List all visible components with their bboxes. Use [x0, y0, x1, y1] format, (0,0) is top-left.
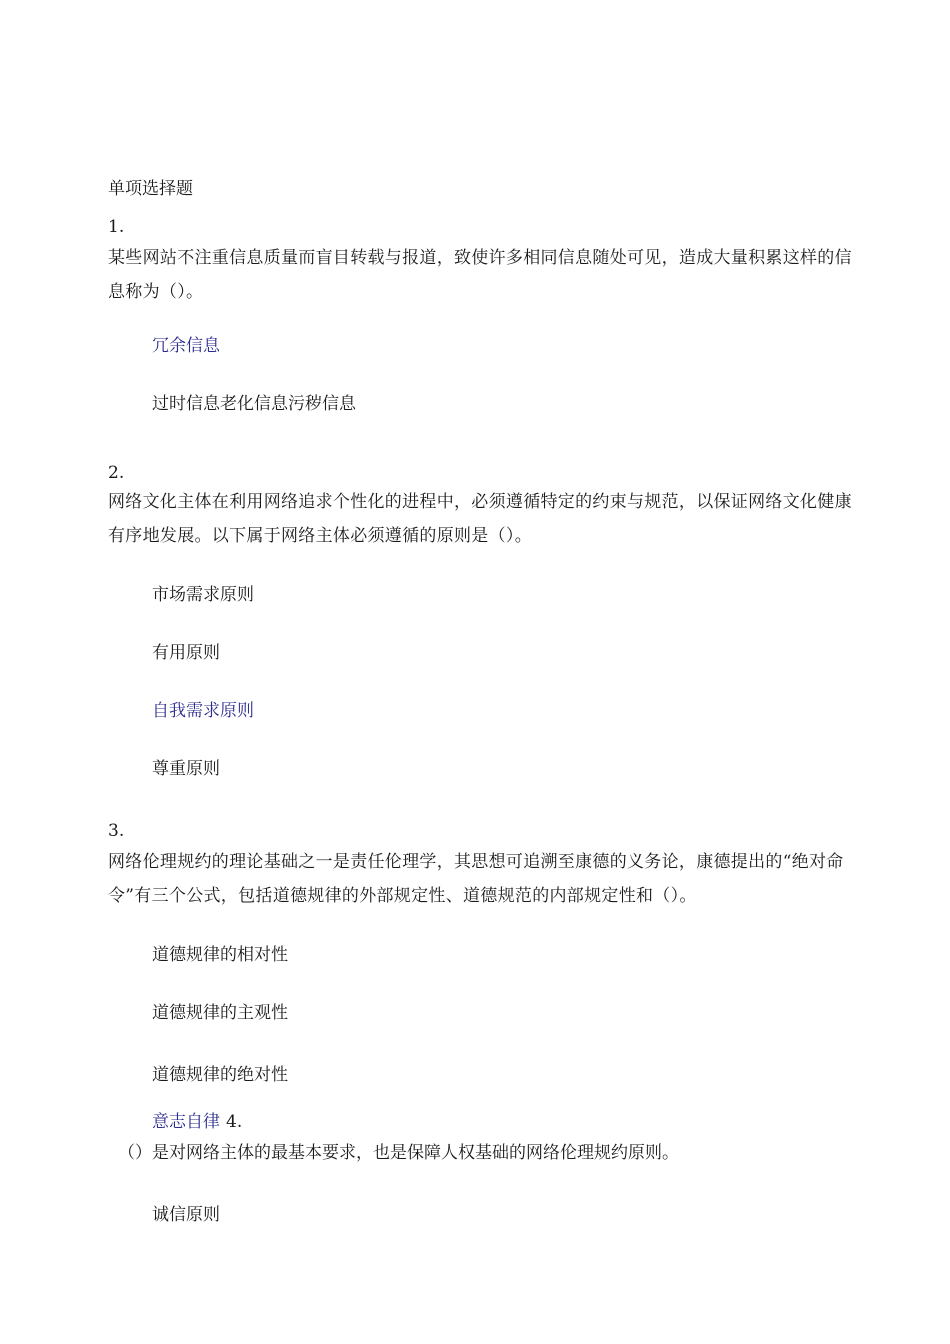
section-title: 单项选择题	[108, 179, 193, 199]
question-number: 3.	[108, 821, 125, 841]
answer-option-selected[interactable]: 冗余信息	[152, 336, 220, 356]
question-stem: 网络伦理规约的理论基础之一是责任伦理学，其思想可追溯至康德的义务论，康德提出的“绝对命令”有三个公式，包括道德规律的外部规定性、道德规范的内部规定性和（）。	[108, 852, 844, 906]
question-stem: 网络文化主体在利用网络追求个性化的进程中，必须遵循特定的约束与规范，以保证网络文化健康有序地发展。以下属于网络主体必须遵循的原则是（）。	[108, 492, 852, 546]
question-number: 2.	[108, 463, 125, 483]
answer-option[interactable]: 过时信息老化信息污秽信息	[152, 394, 356, 414]
answer-option[interactable]: 诚信原则	[152, 1205, 220, 1225]
answer-option-selected[interactable]: 自我需求原则	[152, 701, 254, 721]
answer-option[interactable]: 道德规律的绝对性	[152, 1065, 288, 1085]
answer-option[interactable]: 道德规律的主观性	[152, 1003, 288, 1023]
answer-option[interactable]: 市场需求原则	[152, 585, 254, 605]
answer-option[interactable]: 尊重原则	[152, 759, 220, 779]
answer-option[interactable]: 道德规律的相对性	[152, 945, 288, 965]
question-stem: 某些网站不注重信息质量而盲目转载与报道，致使许多相同信息随处可见，造成大量积累这样的信息称为（）。	[108, 248, 852, 302]
question-number: 4.	[226, 1112, 243, 1132]
question-stem: （）是对网络主体的最基本要求，也是保障人权基础的网络伦理规约原则。	[118, 1143, 679, 1163]
answer-option[interactable]: 有用原则	[152, 643, 220, 663]
question-number: 1.	[108, 217, 125, 237]
answer-option-selected[interactable]: 意志自律	[152, 1112, 220, 1132]
